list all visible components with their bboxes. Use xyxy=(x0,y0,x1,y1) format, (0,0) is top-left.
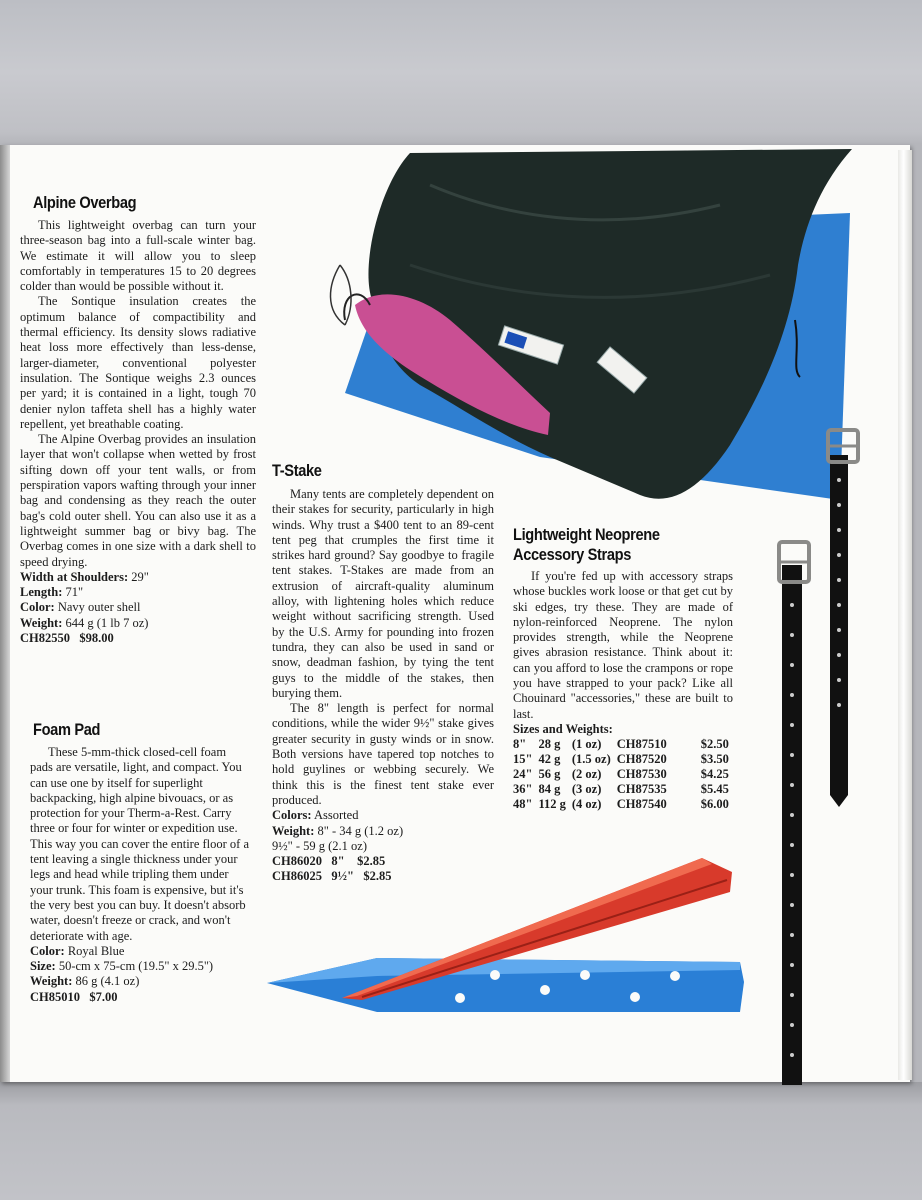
overbag-paragraph: This lightweight overbag can turn your three-season bag into a full-scale winter bag. We estimate it will allow you to sleep comfortably in temperatures 15 to 20 degrees colder than would be possible without it. xyxy=(20,218,256,294)
page-edge xyxy=(898,150,912,1080)
straps-sizes-label: Sizes and Weights: xyxy=(513,721,613,736)
foam-pad-spec-color: Color: Royal Blue xyxy=(30,943,125,958)
accessory-straps-photo xyxy=(770,425,870,1085)
overbag-paragraph: The Alpine Overbag provides an insulation layer that won't collapse when wetted by frost sifting down off your tent walls, or from perspiration vapors wafting through your inner bag and condensing as they reach the outer bag's cold outer shell. You can also use it as a lightweight summer bag or bivy bag. The Overbag comes in one size with a dark shell to speed drying. xyxy=(20,432,256,569)
tstake-order-line: CH86020 8" $2.85 xyxy=(272,854,386,869)
size-ounces: (1 oz) xyxy=(571,737,602,752)
size-price: $3.50 xyxy=(700,752,729,767)
foam-pad-spec-weight: Weight: 86 g (4.1 oz) xyxy=(30,974,140,989)
table-row xyxy=(513,752,735,767)
size-length: 8" xyxy=(513,737,527,752)
tstake-order-line: CH86025 9½" $2.85 xyxy=(272,869,392,884)
blue-t-stake xyxy=(267,958,744,1012)
tstake-paragraph: Many tents are completely dependent on their stakes for security, particularly in high winds. Why trust a $400 tent to an 89-cent tent peg that crumples the first time it strikes hard ground? Say goodbye to fragile tent stakes. T-Stakes are made from an extrusion of aircraft-quality aluminum alloy, with lightening holes which reduce weight without sacrificing strength. Used by the U.S. Army for pounding into frozen tundra, they can also be used in sand or snow, deadman fashion, by tying the tent guys to the middle of the stakes, then burying them. xyxy=(272,487,494,700)
foam-pad-title: Foam Pad xyxy=(33,720,101,739)
size-ounces: (4 oz) xyxy=(571,797,602,812)
size-price: $5.45 xyxy=(700,782,729,797)
size-price: $6.00 xyxy=(700,797,729,812)
overbag-description xyxy=(20,218,256,646)
size-grams: 28 g xyxy=(538,737,561,752)
overbag-order-line: CH82550 $98.00 xyxy=(20,631,114,646)
size-grams: 56 g xyxy=(538,767,561,782)
tstake-paragraph: The 8" length is perfect for normal conditions, while the wider 9½" stake gives greater security in gusty winds or in snow. Both versions have tapered top notches to hold guylines or webbing securely. We think this is the finest tent stake ever produced. xyxy=(272,701,494,807)
foam-pad-paragraph: These 5-mm-thick closed-cell foam pads are versatile, light, and compact. You can use one by itself for superlight backpacking, high alpine bivouacs, or as protection for your Therm-a-Rest. Carry three or four for winter or expedition use. This way you can cover the entire floor of a tent leaving a single thickness under your legs and head while tripling them under your trunk. This foam is expensive, but it's the very best you can buy. It doesn't absorb water, doesn't freeze or crack, and won't deteriorate with age. xyxy=(30,745,250,943)
tstake-title: T-Stake xyxy=(272,461,322,480)
size-ounces: (2 oz) xyxy=(571,767,602,782)
straps-sizes-table xyxy=(513,737,735,812)
size-ounces: (3 oz) xyxy=(571,782,602,797)
tstake-spec-weight-2: 9½" - 59 g (2.1 oz) xyxy=(272,838,368,853)
size-price: $2.50 xyxy=(700,737,729,752)
straps-title-line-2: Accessory Straps xyxy=(513,545,632,564)
size-sku: CH87510 xyxy=(616,737,667,752)
book-binding xyxy=(0,145,10,1082)
straps-description xyxy=(513,569,733,812)
size-ounces: (1.5 oz) xyxy=(571,752,611,767)
overbag-spec-width: Width at Shoulders: 29" xyxy=(20,569,149,584)
size-length: 48" xyxy=(513,797,533,812)
strap-short xyxy=(828,430,858,807)
straps-title-line-1: Lightweight Neoprene xyxy=(513,525,660,544)
background-below-page xyxy=(0,1082,922,1200)
overbag-paragraph: The Sontique insulation creates the optimum balance of compactibility and thermal efficiency. Its density slows radiative heat loss more effectively than less-dense, larger-diameter, conventional polyester insulation. The Sontique weighs 2.3 ounces per yard; it is contained in a light, tough 70 denier nylon taffeta shell has a highly water repellent, yet breathable coating. xyxy=(20,294,256,431)
overbag-spec-color: Color: Navy outer shell xyxy=(20,600,141,615)
size-grams: 112 g xyxy=(538,797,566,812)
tstake-spec-colors: Colors: Assorted xyxy=(272,808,359,823)
overbag-title: Alpine Overbag xyxy=(33,193,137,212)
size-sku: CH87535 xyxy=(616,782,667,797)
size-sku: CH87520 xyxy=(616,752,667,767)
straps-paragraph: If you're fed up with accessory straps whose buckles work loose or that get cut by ski edges, try these. They are made of nylon-reinforced Neoprene. The nylon provides strength, while the Neoprene gives abrasion resistance. Think about it: can you afford to lose the crampons or rope you have strapped to your pack? Like all Chouinard "accessories," these are built to last. xyxy=(513,569,733,721)
size-grams: 42 g xyxy=(538,752,561,767)
overbag-spec-length: Length: 71" xyxy=(20,585,84,600)
foam-pad-order-line: CH85010 $7.00 xyxy=(30,989,118,1004)
strap-long xyxy=(779,542,809,1085)
size-sku: CH87530 xyxy=(616,767,667,782)
table-row xyxy=(513,767,735,782)
overbag-spec-weight: Weight: 644 g (1 lb 7 oz) xyxy=(20,615,149,630)
size-sku: CH87540 xyxy=(616,797,667,812)
size-grams: 84 g xyxy=(538,782,561,797)
table-row xyxy=(513,737,735,752)
size-length: 24" xyxy=(513,767,533,782)
table-row xyxy=(513,797,735,812)
size-price: $4.25 xyxy=(700,767,729,782)
foam-pad-spec-size: Size: 50-cm x 75-cm (19.5" x 29.5") xyxy=(30,959,214,974)
tstake-description xyxy=(272,487,494,885)
size-length: 36" xyxy=(513,782,533,797)
foam-pad-description xyxy=(30,745,252,1005)
table-row xyxy=(513,782,735,797)
tstake-spec-weight: Weight: 8" - 34 g (1.2 oz) xyxy=(272,823,404,838)
size-length: 15" xyxy=(513,752,533,767)
